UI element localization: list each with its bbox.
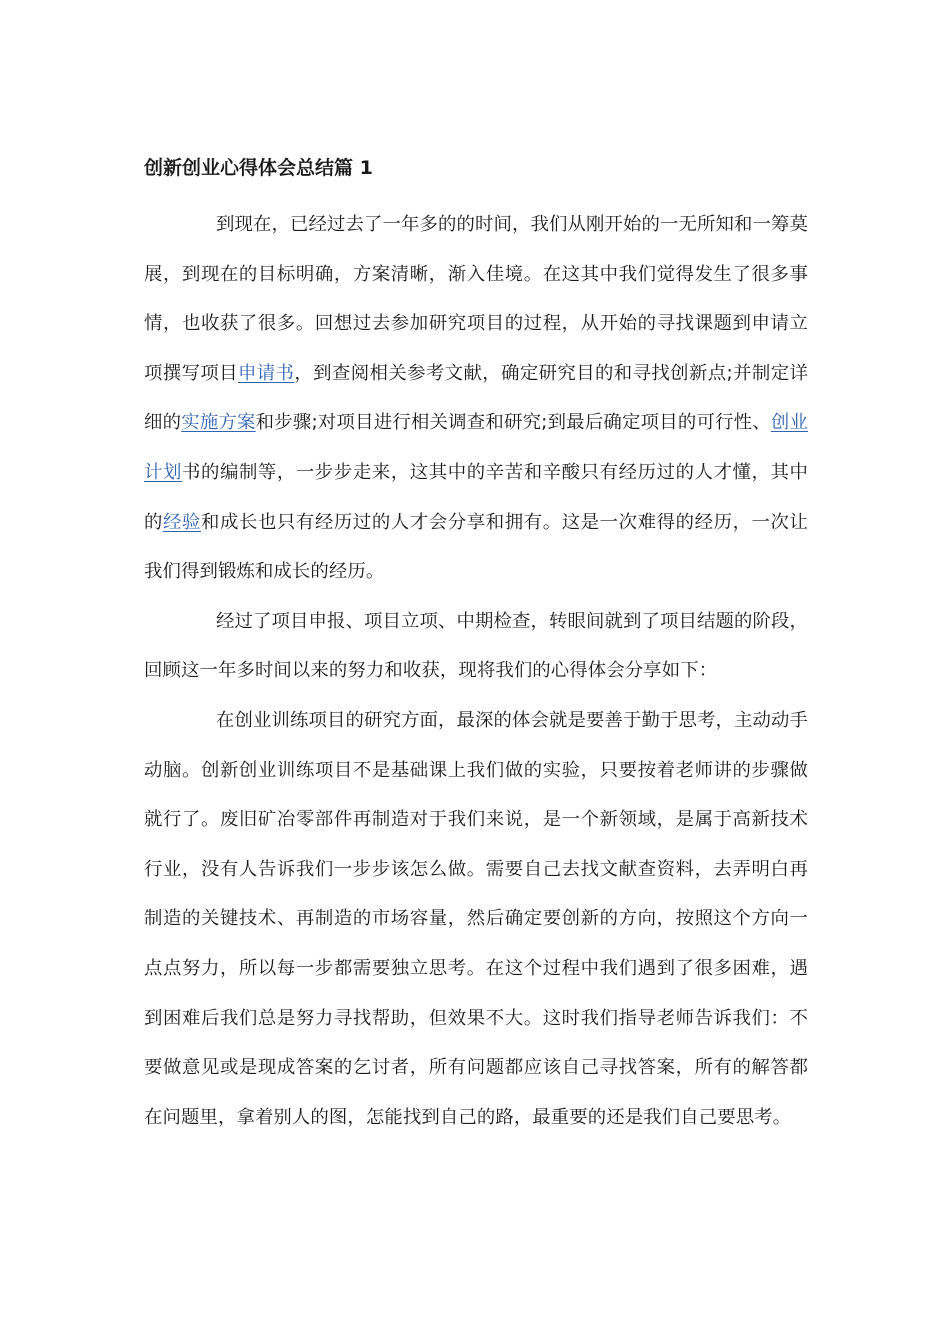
paragraph-3-text: 在创业训练项目的研究方面，最深的体会就是要善于勤于思考，主动动手动脑。创新创业训练项目不是基础课上我们做的实验，只要按着老师讲的步骤做就行了。废旧矿冶零部件再制造对于我们来说，是一个新领域，是属于高新技术行业，没有人告诉我们一步步该怎么做。需要自己去找文献查资料，去弄明白再制造的关键技术、再制造的市场容量，然后确定要创新的方向，按照这个方向一点点努力，所以每一步都需要独立思考。在这个过程中我们遇到了很多困难，遇到困难后我们总是努力寻找帮助，但效果不大。这时我们指导老师告诉我们：不要做意见或是现成答案的乞讨者，所有问题都应该自己寻找答案，所有的解答都在问题里，拿着别人的图，怎能找到自己的路，最重要的还是我们自己要思考。 bbox=[144, 709, 808, 1128]
link-experience[interactable]: 经验 bbox=[163, 511, 201, 533]
paragraph-1-text-4: 书的编制等，一步步走来，这其中的辛苦和辛酸只有经历过的人才懂，其中的 bbox=[144, 461, 808, 533]
paragraph-1-text-2: ，到查阅相关参考文献，确定研究目的和寻找创新点;并制定详细的 bbox=[144, 362, 808, 434]
link-application-document[interactable]: 申请书 bbox=[237, 362, 295, 384]
paragraph-1 bbox=[144, 200, 808, 597]
link-business-plan[interactable]: 创业计划 bbox=[144, 412, 809, 483]
paragraph-2 bbox=[144, 597, 808, 696]
paragraph-1-text-1: 到现在，已经过去了一年多的的时间，我们从刚开始的一无所知和一筹莫展，到现在的目标明确，方案清晰，渐入佳境。在这其中我们觉得发生了很多事情，也收获了很多。回想过去参加研究项目的过程，从开始的寻找课题到申请立项撰写项目 bbox=[144, 214, 808, 384]
document-page bbox=[144, 150, 808, 1142]
paragraph-1-text-5: 和成长也只有经历过的人才会分享和拥有。这是一次难得的经历，一次让我们得到锻炼和成长的经历。 bbox=[144, 511, 809, 583]
paragraph-1-text-3: 和步骤;对项目进行相关调查和研究;到最后确定项目的可行性、 bbox=[255, 412, 771, 434]
link-implementation-plan[interactable]: 实施方案 bbox=[181, 412, 256, 434]
document-title: 创新创业心得体会总结篇 1 bbox=[144, 157, 373, 179]
paragraph-3 bbox=[144, 696, 808, 1142]
paragraph-2-text: 经过了项目申报、项目立项、中期检查，转眼间就到了项目结题的阶段，回顾这一年多时间以来的努力和收获，现将我们的心得体会分享如下： bbox=[144, 610, 808, 682]
